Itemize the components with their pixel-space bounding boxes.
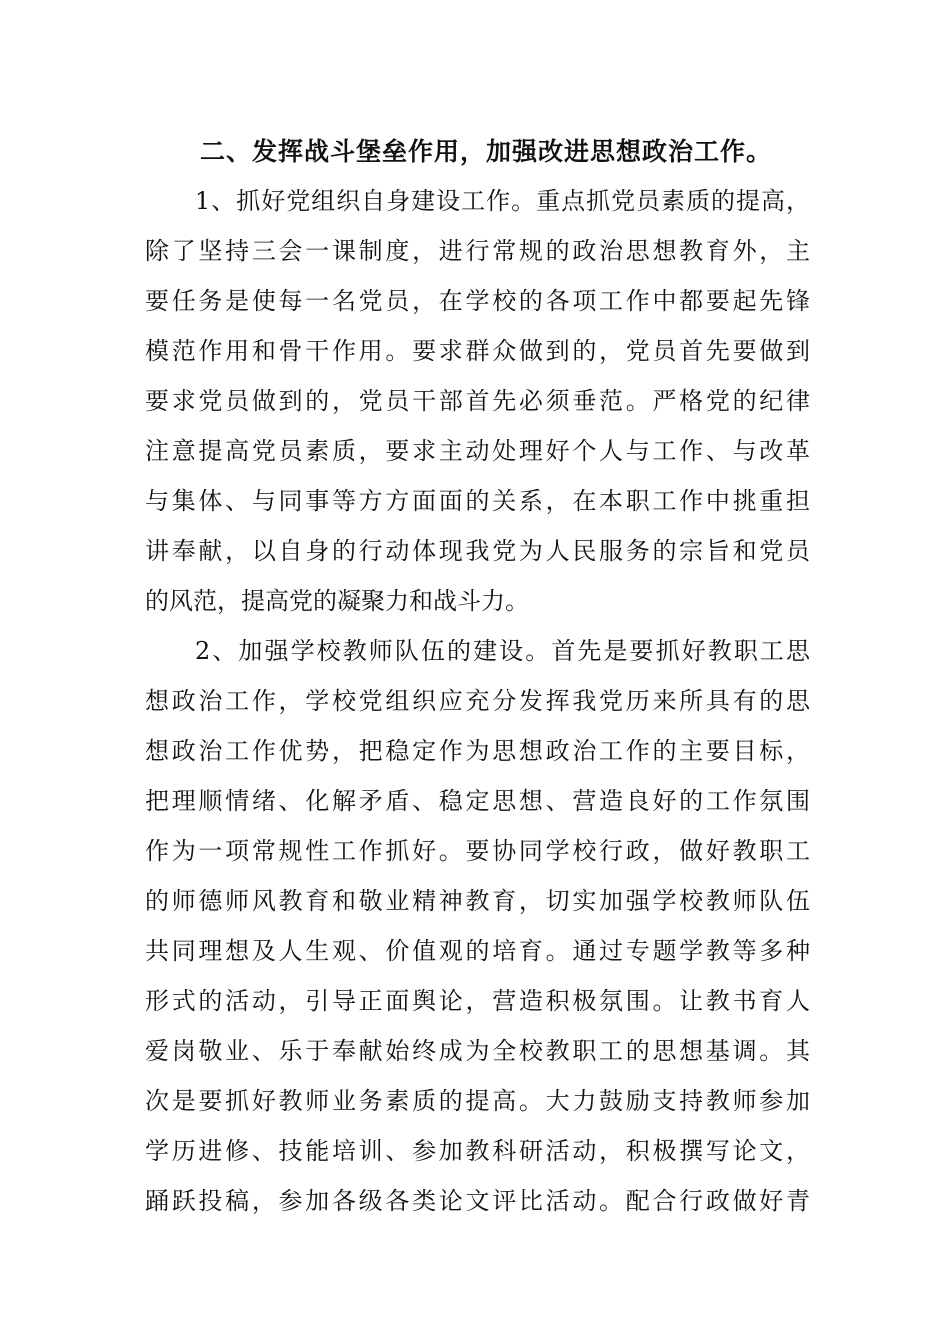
paragraph-2-line: 想政治工作，学校党组织应充分发挥我党历来所具有的思: [145, 687, 810, 715]
paragraph-1-line: 除了坚持三会一课制度，进行常规的政治思想教育外，主: [145, 237, 810, 265]
paragraph-2-line: 想政治工作优势，把稳定作为思想政治工作的主要目标，: [145, 737, 810, 765]
paragraph-1-line: 要任务是使每一名党员，在学校的各项工作中都要起先锋: [145, 287, 810, 315]
paragraph-1-line: 的风范，提高党的凝聚力和战斗力。: [145, 587, 529, 615]
paragraph-1-line: 注意提高党员素质，要求主动处理好个人与工作、与改革: [145, 437, 810, 465]
paragraph-2-line: 的师德师风教育和敬业精神教育，切实加强学校教师队伍: [145, 887, 810, 915]
paragraph-1-line: 1、抓好党组织自身建设工作。重点抓党员素质的提高，: [195, 187, 810, 215]
section-heading: 二、发挥战斗堡垒作用，加强改进思想政治工作。: [200, 137, 773, 166]
paragraph-2-line: 共同理想及人生观、价值观的培育。通过专题学教等多种: [145, 937, 810, 965]
paragraph-1-line: 要求党员做到的，党员干部首先必须垂范。严格党的纪律: [145, 387, 810, 415]
paragraph-1-line: 讲奉献，以自身的行动体现我党为人民服务的宗旨和党员: [145, 537, 810, 565]
paragraph-2-line: 把理顺情绪、化解矛盾、稳定思想、营造良好的工作氛围: [145, 787, 810, 815]
paragraph-2-line: 作为一项常规性工作抓好。要协同学校行政，做好教职工: [145, 837, 810, 865]
paragraph-2-line: 学历进修、技能培训、参加教科研活动，积极撰写论文，: [145, 1137, 810, 1165]
paragraph-2-line: 形式的活动，引导正面舆论，营造积极氛围。让教书育人: [145, 987, 810, 1015]
paragraph-2-line: 2、加强学校教师队伍的建设。首先是要抓好教职工思: [195, 637, 810, 665]
paragraph-1-line: 与集体、与同事等方方面面的关系，在本职工作中挑重担: [145, 487, 810, 515]
paragraph-1-line: 模范作用和骨干作用。要求群众做到的，党员首先要做到: [145, 337, 810, 365]
paragraph-2-line: 踊跃投稿，参加各级各类论文评比活动。配合行政做好青: [145, 1187, 810, 1215]
paragraph-2-line: 爱岗敬业、乐于奉献始终成为全校教职工的思想基调。其: [145, 1037, 810, 1065]
paragraph-2-line: 次是要抓好教师业务素质的提高。大力鼓励支持教师参加: [145, 1087, 810, 1115]
